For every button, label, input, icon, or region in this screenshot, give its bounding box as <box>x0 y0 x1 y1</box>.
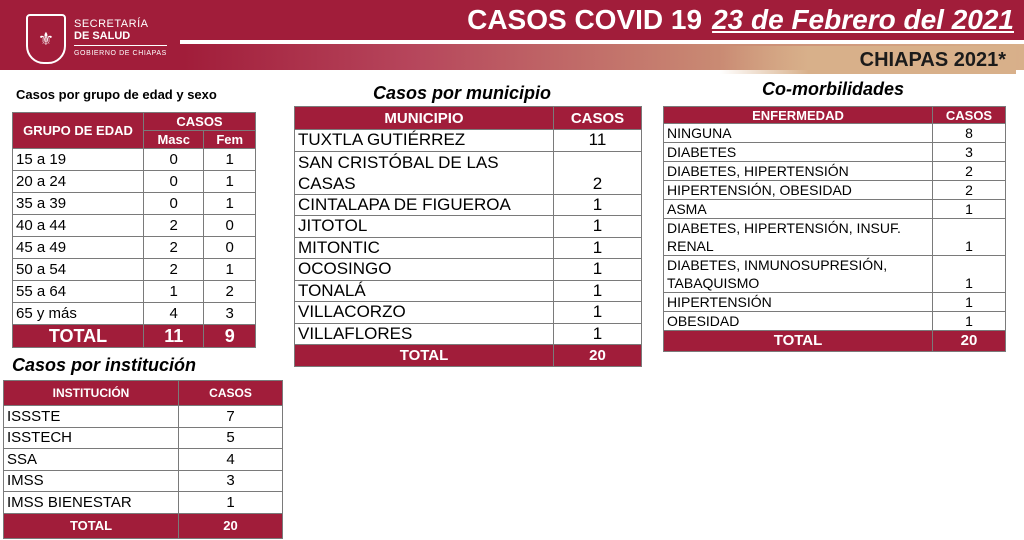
municipality-row <box>295 259 642 281</box>
age-col-male: Masc <box>144 131 204 149</box>
age-total-male: 11 <box>144 325 204 348</box>
comorbidity-name-cell: DIABETES, HIPERTENSIÓN, INSUF. RENAL <box>664 219 933 256</box>
comorbidity-row <box>664 143 1006 162</box>
title-date: 23 de Febrero del 2021 <box>712 4 1014 35</box>
comorbidity-name-cell: NINGUNA <box>664 124 933 143</box>
municipality-name-cell: OCOSINGO <box>295 259 554 281</box>
municipality-cases-cell: 11 <box>554 130 642 152</box>
age-female-cell: 2 <box>204 281 256 303</box>
age-female-cell: 1 <box>204 193 256 215</box>
age-row <box>13 215 256 237</box>
age-male-cell: 0 <box>144 193 204 215</box>
header-divider <box>180 40 1024 44</box>
mun-total-value: 20 <box>554 345 642 367</box>
age-row <box>13 171 256 193</box>
title-text: CASOS COVID 19 <box>467 4 703 35</box>
comorbidity-row <box>664 124 1006 143</box>
comorbidity-cases-cell: 1 <box>933 256 1006 293</box>
comorbidity-cases-cell: 8 <box>933 124 1006 143</box>
municipality-table-title: Casos por municipio <box>373 83 552 103</box>
institution-name-cell: ISSTECH <box>4 427 179 449</box>
municipality-cases-cell: 1 <box>554 259 642 281</box>
age-female-cell: 1 <box>204 149 256 171</box>
institution-row <box>4 427 283 449</box>
comorbidity-cases-cell: 1 <box>933 200 1006 219</box>
municipality-name-cell: VILLAFLORES <box>295 323 554 345</box>
institution-cases-cell: 5 <box>179 427 283 449</box>
age-female-cell: 0 <box>204 237 256 259</box>
age-table <box>12 112 256 348</box>
institution-cases-cell: 4 <box>179 449 283 471</box>
age-group-cell: 20 a 24 <box>13 171 144 193</box>
age-row <box>13 281 256 303</box>
inst-col-institution: INSTITUCIÓN <box>4 381 179 406</box>
com-total-label: TOTAL <box>664 331 933 352</box>
municipality-row <box>295 302 642 324</box>
age-male-cell: 2 <box>144 215 204 237</box>
comorbidity-row <box>664 293 1006 312</box>
comorbidity-table-title: Co-morbilidades <box>762 79 905 99</box>
mun-total-row <box>295 345 642 367</box>
municipality-row <box>295 151 642 194</box>
comorbidity-cases-cell: 2 <box>933 181 1006 200</box>
age-row <box>13 193 256 215</box>
comorbidity-cases-cell: 1 <box>933 312 1006 331</box>
logo-line-1: SECRETARÍA <box>74 18 149 30</box>
com-total-row <box>664 331 1006 352</box>
age-row <box>13 303 256 325</box>
institution-name-cell: SSA <box>4 449 179 471</box>
age-group-cell: 45 a 49 <box>13 237 144 259</box>
municipality-name-cell: CINTALAPA DE FIGUEROA <box>295 194 554 216</box>
municipality-row <box>295 194 642 216</box>
institution-cases-cell: 7 <box>179 406 283 428</box>
municipality-name-cell: SAN CRISTÓBAL DE LAS CASAS <box>295 151 554 194</box>
comorbidity-cases-cell: 1 <box>933 293 1006 312</box>
institution-cases-cell: 3 <box>179 470 283 492</box>
comorbidity-row <box>664 219 1006 256</box>
age-male-cell: 0 <box>144 171 204 193</box>
comorbidity-name-cell: DIABETES, INMUNOSUPRESIÓN, TABAQUISMO <box>664 256 933 293</box>
mun-col-municipality: MUNICIPIO <box>295 107 554 130</box>
age-row <box>13 237 256 259</box>
inst-col-cases: CASOS <box>179 381 283 406</box>
coat-of-arms-icon: ⚜ <box>26 14 66 64</box>
institution-row <box>4 492 283 514</box>
age-group-cell: 65 y más <box>13 303 144 325</box>
institution-row <box>4 406 283 428</box>
age-male-cell: 1 <box>144 281 204 303</box>
municipality-name-cell: VILLACORZO <box>295 302 554 324</box>
age-table-title: Casos por grupo de edad y sexo <box>16 87 217 102</box>
municipality-row <box>295 237 642 259</box>
age-group-cell: 40 a 44 <box>13 215 144 237</box>
municipality-cases-cell: 1 <box>554 302 642 324</box>
inst-total-label: TOTAL <box>4 513 179 538</box>
age-group-cell: 15 a 19 <box>13 149 144 171</box>
age-row <box>13 259 256 281</box>
age-male-cell: 0 <box>144 149 204 171</box>
comorbidity-table <box>663 106 1006 352</box>
comorbidity-row <box>664 162 1006 181</box>
institution-name-cell: ISSSTE <box>4 406 179 428</box>
comorbidity-row <box>664 181 1006 200</box>
municipality-cases-cell: 1 <box>554 323 642 345</box>
age-total-label: TOTAL <box>13 325 144 348</box>
age-total-row <box>13 325 256 348</box>
institution-table-title: Casos por institución <box>12 355 197 375</box>
institution-row <box>4 449 283 471</box>
institution-name-cell: IMSS <box>4 470 179 492</box>
comorbidity-name-cell: DIABETES <box>664 143 933 162</box>
institution-name-cell: IMSS BIENESTAR <box>4 492 179 514</box>
age-col-cases: CASOS <box>144 113 256 131</box>
municipality-cases-cell: 2 <box>554 151 642 194</box>
page-subtitle: CHIAPAS 2021* <box>720 46 1016 74</box>
age-male-cell: 2 <box>144 237 204 259</box>
municipality-row <box>295 216 642 238</box>
page-title <box>0 0 1014 40</box>
logo-line-3: GOBIERNO DE CHIAPAS <box>74 45 167 60</box>
age-group-cell: 50 a 54 <box>13 259 144 281</box>
inst-total-row <box>4 513 283 538</box>
age-male-cell: 2 <box>144 259 204 281</box>
comorbidity-name-cell: HIPERTENSIÓN, OBESIDAD <box>664 181 933 200</box>
municipality-cases-cell: 1 <box>554 194 642 216</box>
comorbidity-name-cell: OBESIDAD <box>664 312 933 331</box>
logo-line-2: DE SALUD <box>74 30 131 42</box>
age-female-cell: 3 <box>204 303 256 325</box>
comorbidity-name-cell: ASMA <box>664 200 933 219</box>
municipality-name-cell: TONALÁ <box>295 280 554 302</box>
age-female-cell: 1 <box>204 171 256 193</box>
comorbidity-name-cell: DIABETES, HIPERTENSIÓN <box>664 162 933 181</box>
municipality-cases-cell: 1 <box>554 280 642 302</box>
age-male-cell: 4 <box>144 303 204 325</box>
age-female-cell: 1 <box>204 259 256 281</box>
comorbidity-cases-cell: 1 <box>933 219 1006 256</box>
com-col-disease: ENFERMEDAD <box>664 107 933 124</box>
com-total-value: 20 <box>933 331 1006 352</box>
comorbidity-row <box>664 200 1006 219</box>
institution-cases-cell: 1 <box>179 492 283 514</box>
municipality-row <box>295 280 642 302</box>
com-col-cases: CASOS <box>933 107 1006 124</box>
comorbidity-row <box>664 256 1006 293</box>
age-group-cell: 35 a 39 <box>13 193 144 215</box>
age-col-group: GRUPO DE EDAD <box>13 113 144 149</box>
comorbidity-cases-cell: 3 <box>933 143 1006 162</box>
inst-total-value: 20 <box>179 513 283 538</box>
header <box>0 0 1024 82</box>
comorbidity-cases-cell: 2 <box>933 162 1006 181</box>
comorbidity-name-cell: HIPERTENSIÓN <box>664 293 933 312</box>
age-col-female: Fem <box>204 131 256 149</box>
municipality-name-cell: TUXTLA GUTIÉRREZ <box>295 130 554 152</box>
age-group-cell: 55 a 64 <box>13 281 144 303</box>
municipality-name-cell: JITOTOL <box>295 216 554 238</box>
municipality-cases-cell: 1 <box>554 237 642 259</box>
mun-col-cases: CASOS <box>554 107 642 130</box>
comorbidity-row <box>664 312 1006 331</box>
municipality-row <box>295 130 642 152</box>
mun-total-label: TOTAL <box>295 345 554 367</box>
municipality-table <box>294 106 642 367</box>
municipality-name-cell: MITONTIC <box>295 237 554 259</box>
municipality-row <box>295 323 642 345</box>
institution-table <box>3 380 283 539</box>
institution-row <box>4 470 283 492</box>
municipality-cases-cell: 1 <box>554 216 642 238</box>
age-female-cell: 0 <box>204 215 256 237</box>
age-total-female: 9 <box>204 325 256 348</box>
age-row <box>13 149 256 171</box>
